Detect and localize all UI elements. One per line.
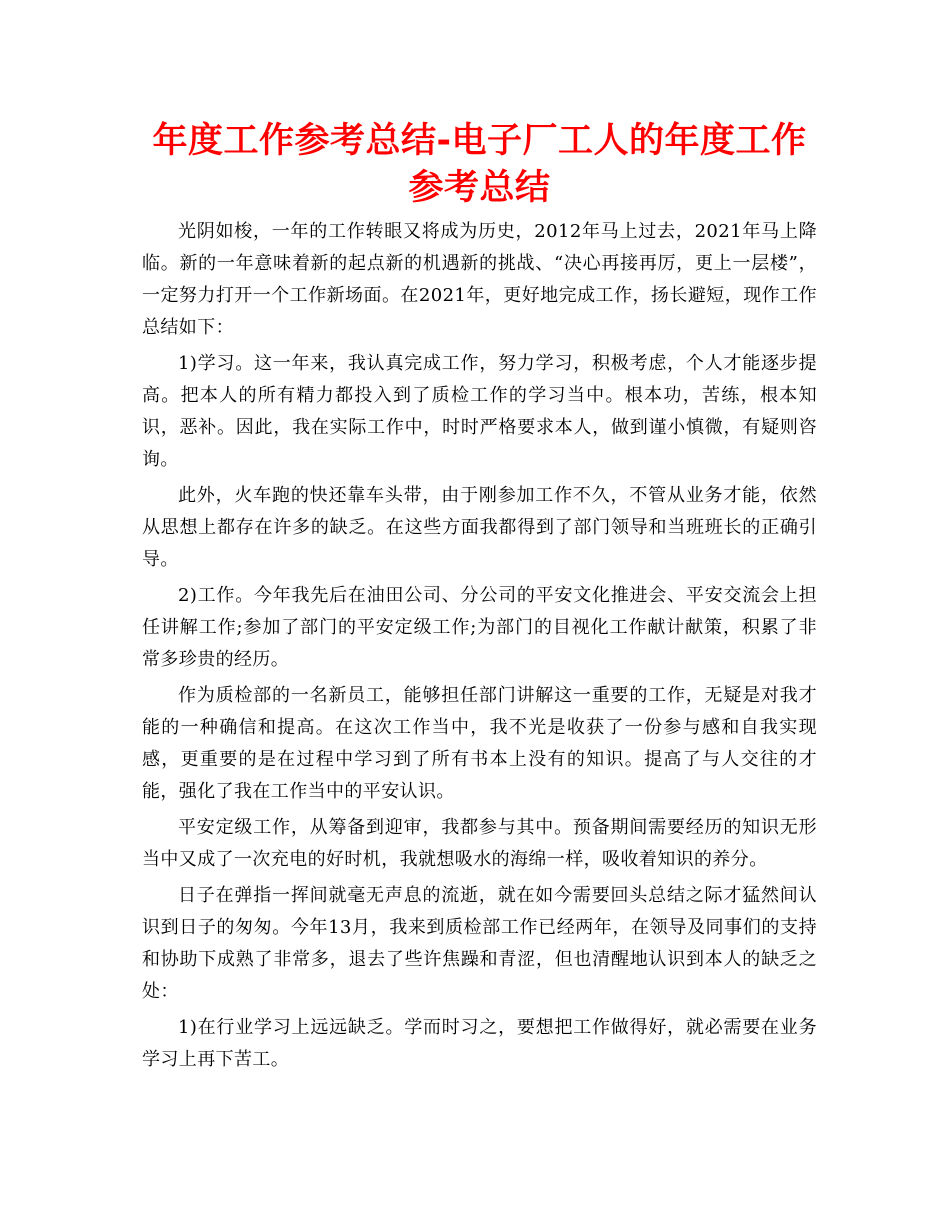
paragraph-work: 2)工作。今年我先后在油田公司、分公司的平安文化推进会、平安交流会上担任讲解工作;参加了部门的平安定级工作;为部门的目视化工作献计献策，积累了非常多珍贵的经历。 <box>142 585 817 670</box>
paragraph-intro: 光阴如梭，一年的工作转眼又将成为历史，2012年马上过去，2021年马上降临。新的一年意味着新的起点新的机遇新的挑战、“决心再接再厉，更上一层楼”，一定努力打开一个工作新场面。在2021年，更好地完成工作，扬长避短，现作工作总结如下： <box>142 221 817 338</box>
paragraph-reflection: 日子在弹指一挥间就毫无声息的流逝，就在如今需要回头总结之际才猛然间认识到日子的匆匆。今年13月，我来到质检部工作已经两年，在领导及同事们的支持和协助下成熟了非常多，退去了些许焦躁和青涩，但也清醒地认识到本人的缺乏之处： <box>142 885 817 1002</box>
document-body <box>142 216 817 1076</box>
paragraph-new-employee: 作为质检部的一名新员工，能够担任部门讲解这一重要的工作，无疑是对我才能的一种确信和提高。在这次工作当中，我不光是收获了一份参与感和自我实现感，更重要的是在过程中学习到了所有书本上没有的知识。提高了与人交往的才能，强化了我在工作当中的平安认识。 <box>142 685 817 802</box>
paragraph-shortcoming: 1)在行业学习上远远缺乏。学而时习之，要想把工作做得好，就必需要在业务学习上再下苦工。 <box>142 1017 817 1070</box>
paragraph-guidance: 此外，火车跑的快还靠车头带，由于刚参加工作不久，不管从业务才能，依然从思想上都存在许多的缺乏。在这些方面我都得到了部门领导和当班班长的正确引导。 <box>142 485 817 570</box>
paragraph-study: 1)学习。这一年来，我认真完成工作，努力学习，积极考虑，个人才能逐步提高。把本人的所有精力都投入到了质检工作的学习当中。根本功，苦练，根本知识，恶补。因此，我在实际工作中，时时严格要求本人，做到谨小慎微，有疑则咨询。 <box>142 353 817 470</box>
document-title: 年度工作参考总结-电子厂工人的年度工作参考总结 <box>152 121 807 208</box>
paragraph-safety-grading: 平安定级工作，从筹备到迎审，我都参与其中。预备期间需要经历的知识无形当中又成了一次充电的好时机，我就想吸水的海绵一样，吸收着知识的养分。 <box>142 817 817 870</box>
